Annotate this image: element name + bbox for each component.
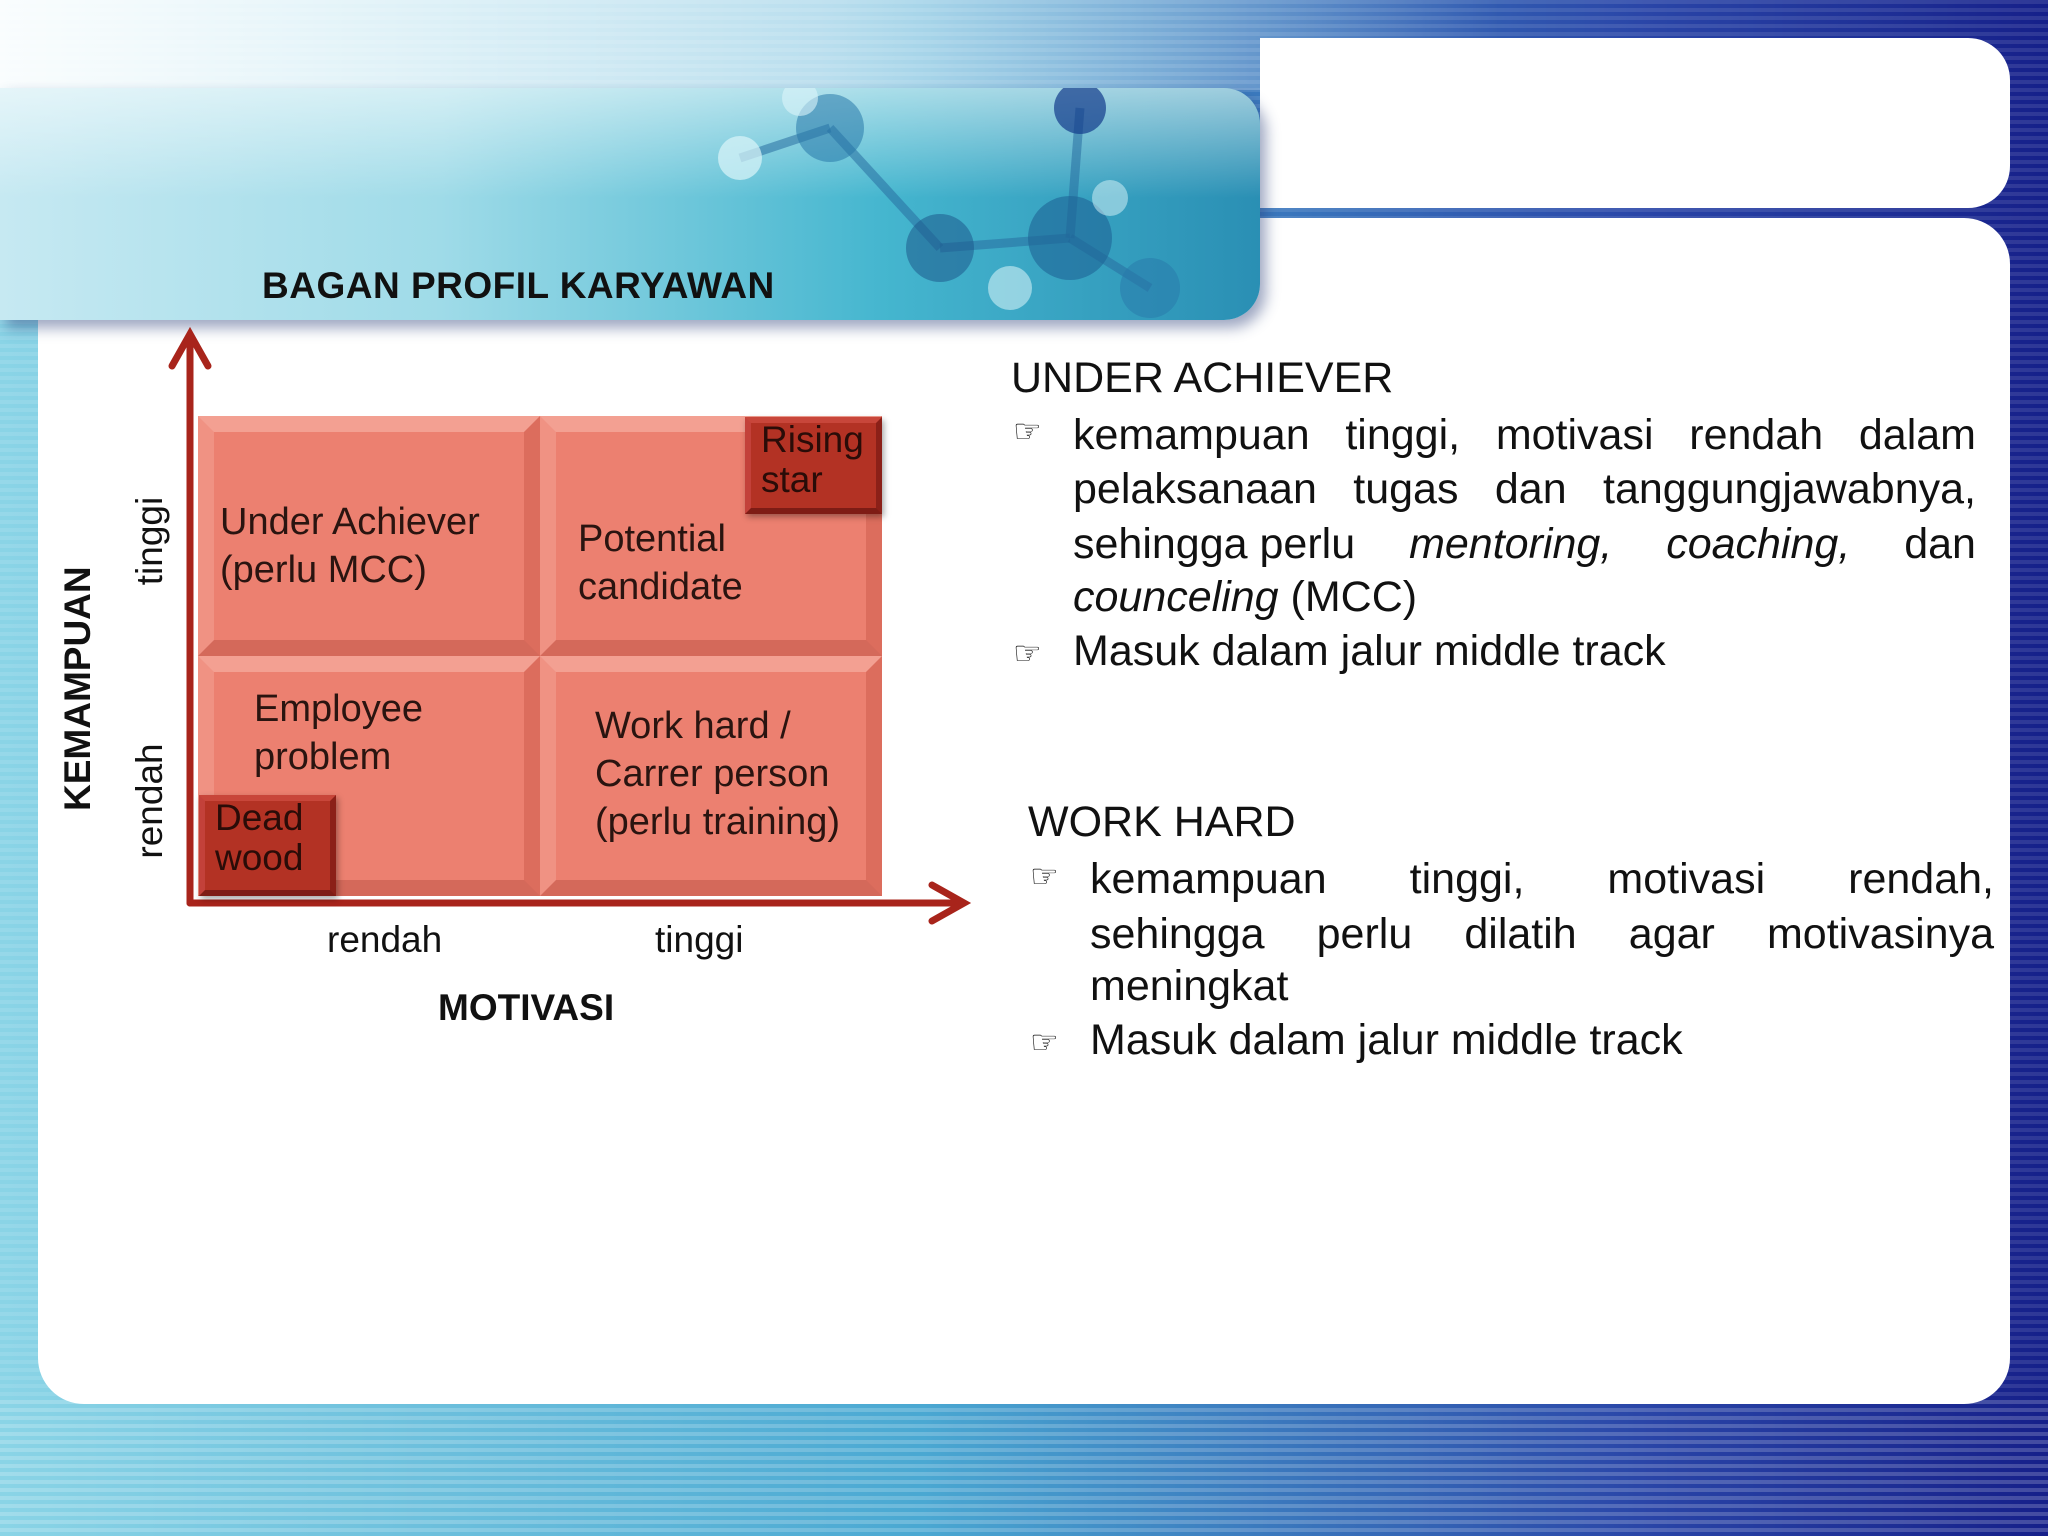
y-axis-label: KEMAMPUAN	[57, 566, 98, 811]
bullet-line-mixed: counceling (MCC)	[1073, 573, 1418, 621]
content-card-top	[1260, 38, 2010, 208]
bullet-line: kemampuan tinggi, motivasi rendah dalam	[1073, 411, 1976, 459]
section-title-under-achiever: UNDER ACHIEVER	[1011, 354, 1394, 402]
quadrant-top-right-text: Potential candidate	[578, 518, 743, 608]
pointing-hand-icon: ☞	[1013, 413, 1042, 449]
diagram-title: BAGAN PROFIL KARYAWAN	[262, 265, 775, 306]
x-axis-label: MOTIVASI	[438, 987, 615, 1028]
quadrant-top-left-text: Under Achiever (perlu MCC)	[220, 501, 480, 591]
bullet-line-mixed: sehingga perlu mentoring, coaching, dan	[1073, 520, 1976, 568]
bullet-work-hard-2: Masuk dalam jalur middle track	[1090, 1016, 1683, 1064]
pointing-hand-icon: ☞	[1030, 1024, 1059, 1060]
bullet-line: kemampuan tinggi, motivasi rendah,	[1090, 855, 1994, 903]
x-tick-tinggi: tinggi	[655, 919, 744, 960]
rising-star-label: Rising star	[761, 419, 864, 500]
bullet-line: sehingga perlu dilatih agar motivasinya	[1090, 910, 1994, 958]
y-tick-rendah: rendah	[129, 743, 170, 859]
quadrant-bottom-left-text: Employee problem	[254, 688, 423, 778]
section-title-work-hard: WORK HARD	[1028, 798, 1296, 846]
quadrant-bottom-right-text: Work hard / Carrer person (perlu training)	[595, 705, 840, 843]
bullet-line: pelaksanaan tugas dan tanggungjawabnya,	[1073, 465, 1976, 513]
dead-wood-label: Dead wood	[215, 797, 304, 878]
y-tick-tinggi: tinggi	[129, 496, 170, 586]
bullet-line: meningkat	[1090, 962, 1289, 1010]
x-tick-rendah: rendah	[327, 919, 443, 960]
pointing-hand-icon: ☞	[1013, 635, 1042, 671]
bullet-under-achiever-2: Masuk dalam jalur middle track	[1073, 627, 1666, 675]
pointing-hand-icon: ☞	[1030, 858, 1059, 894]
